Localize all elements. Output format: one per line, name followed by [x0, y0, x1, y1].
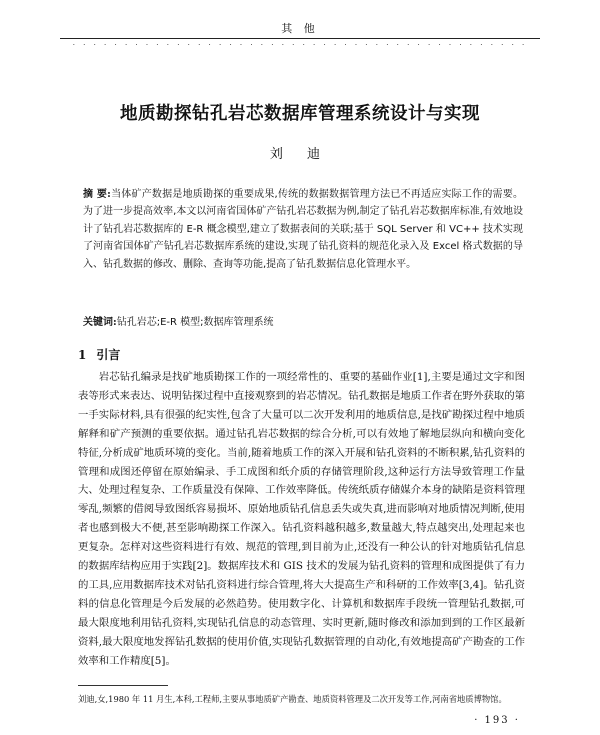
section-heading: [78, 346, 120, 363]
article-author: 刘 迪: [269, 147, 331, 162]
section-title: 引言: [96, 348, 121, 362]
section-number: 1: [78, 348, 87, 362]
header-rule: [60, 38, 540, 39]
body-text: [78, 368, 525, 671]
running-header: 其 他: [281, 22, 319, 35]
page-number: · 193 ·: [474, 715, 520, 726]
abstract-text: 当体矿产数据是地质勘探的重要成果,传统的数据数据管理方法已不再适应实际工作的需要。为了进一步提高效率,本文以河南省国体矿产钻孔岩芯数据为例,制定了钻孔岩芯数据库标准,有效地设计了钻孔岩芯数据库的 E-R 概念模型,建立了数据表间的关联;基于 SQL Server 和 VC++ 技术实现了河南省国体矿产钻孔岩芯数据库系统的建设,实现了钻孔资料的规范化录入及 Excel 格式数据的导入、钻孔数据的修改、删除、查询等功能,提高了钻孔数据信息化管理水平。: [83, 189, 523, 270]
keywords: [83, 314, 523, 331]
abstract-label: 摘 要:: [83, 189, 111, 200]
body-paragraph: 岩芯钻孔编录是找矿地质勘探工作的一项经常性的、重要的基础作业[1],主要是通过文字和图表等形式来表达、说明钻探过程中直接观察到的岩芯情况。钻孔数据是地质工作者在野外获取的第一手实际材料,具有很强的纪实性,包含了大量可以二次开发利用的地质信息,是找矿勘探过程中地质解释和矿产预测的重要依据。通过钻孔岩芯数据的综合分析,可以有效地了解地层纵向和横向变化特征,分析成矿地质环境的变化。当前,随着地质工作的深入开展和钻孔资料的不断积累,钻孔资料的管理和成图还停留在原始编录、手工成图和纸介质的存储管理阶段,这种运行方法导致管理工作量大、处理过程复杂、工作质量没有保障、工作效率降低。传统纸质存储媒介本身的缺陷是资料管理零乱,频繁的借阅导致图纸容易损坏、原始地质钻孔信息丢失或失真,进而影响对地质情况判断,使用者也感到极大不便,甚至影响勘探工作深入。钻孔资料越积越多,数量越大,特点越突出,处理起来也更复杂。怎样对这些资料进行有效、规范的管理,到目前为止,还没有一种公认的针对地质钻孔信息的数据库结构应用于实践[2]。数据库技术和 GIS 技术的发展为钻孔资料的管理和成图提供了有力的工具,应用数据库技术对钻孔资料进行综合管理,将大大提高生产和科研的工作效率[3,4]。钻孔资料的信息化管理是今后发展的必然趋势。使用数字化、计算机和数据库手段统一管理钻孔数据,可最大限度地利用钻孔资料,实现钻孔信息的动态管理、实时更新,随时修改和添加到到的工作区最新资料,最大限度地发挥钻孔数据的使用价值,实现钻孔数据管理的自动化,有效地提高矿产勘查的工作效率和工作精度[5]。: [78, 371, 525, 667]
header-dots: · · · · · · · · · · · · · · · · · · · · · · · · · · · · · · · · · · · · · · · · · · · ·: [72, 41, 528, 49]
abstract: [83, 186, 523, 273]
article-title: 地质勘探钻孔岩芯数据库管理系统设计与实现: [120, 104, 480, 124]
author-footnote: 刘迪,女,1980 年 11 月生,本科,工程师,主要从事地质矿产勘查、地质资料管理及二次开发等工作,河南省地质博物馆。: [78, 694, 507, 704]
footnote-rule: [78, 685, 168, 686]
keywords-text: 钻孔岩芯;E-R 模型;数据库管理系统: [116, 317, 274, 328]
keywords-label: 关键词:: [83, 317, 117, 328]
